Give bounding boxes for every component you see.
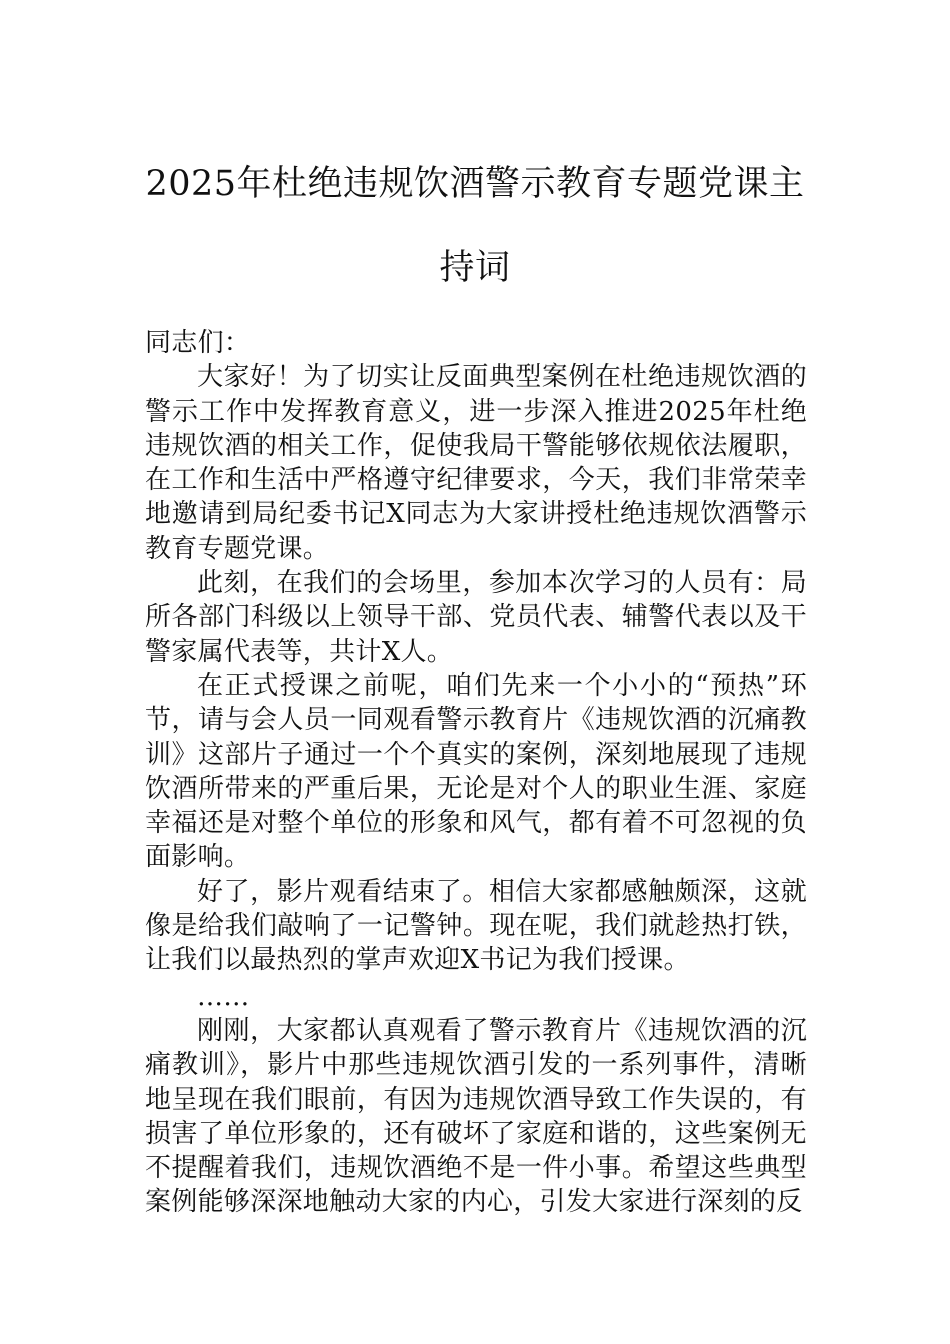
document-body bbox=[145, 326, 807, 1220]
paragraph-attendees: 此刻，在我们的会场里，参加本次学习的人员有：局所各部门科级以上领导干部、党员代表、辅警代表以及干警家属代表等，共计X人。 bbox=[145, 568, 807, 667]
paragraph-welcome: 好了，影片观看结束了。相信大家都感触颇深，这就像是给我们敲响了一记警钟。现在呢，我们就趁热打铁，让我们以最热烈的掌声欢迎X书记为我们授课。 bbox=[145, 876, 807, 976]
document-title bbox=[120, 142, 830, 310]
paragraph-film-intro: 在正式授课之前呢，咱们先来一个小小的“预热”环节，请与会人员一同观看警示教育片《违规饮酒的沉痛教训》这部片子通过一个个真实的案例，深刻地展现了违规饮酒所带来的严重后果，无论是对个人的职业生涯、家庭幸福还是对整个单位的形象和风气，都有着不可忽视的负面影响。 bbox=[145, 670, 807, 873]
title-line-1: 2025年杜绝违规饮酒警示教育专题党课主 bbox=[145, 164, 805, 204]
paragraph-greeting: 大家好！为了切实让反面典型案例在杜绝违规饮酒的警示工作中发挥教育意义，进一步深入推进2025年杜绝违规饮酒的相关工作，促使我局干警能够依规依法履职，在工作和生活中严格遵守纪律要求，今天，我们非常荣幸地邀请到局纪委书记X同志为大家讲授杜绝违规饮酒警示教育专题党课。 bbox=[145, 362, 807, 564]
title-line-2: 持词 bbox=[439, 248, 511, 288]
salutation: 同志们： bbox=[145, 328, 251, 358]
ellipsis: …… bbox=[197, 981, 250, 1012]
paragraph-reflection: 刚刚，大家都认真观看了警示教育片《违规饮酒的沉痛教训》，影片中那些违规饮酒引发的一系列事件，清晰地呈现在我们眼前，有因为违规饮酒导致工作失误的，有损害了单位形象的，还有破坏了家庭和谐的，这些案例无不提醒着我们，违规饮酒绝不是一件小事。希望这些典型案例能够深深地触动大家的内心，引发大家进行深刻的反 bbox=[145, 1015, 807, 1218]
